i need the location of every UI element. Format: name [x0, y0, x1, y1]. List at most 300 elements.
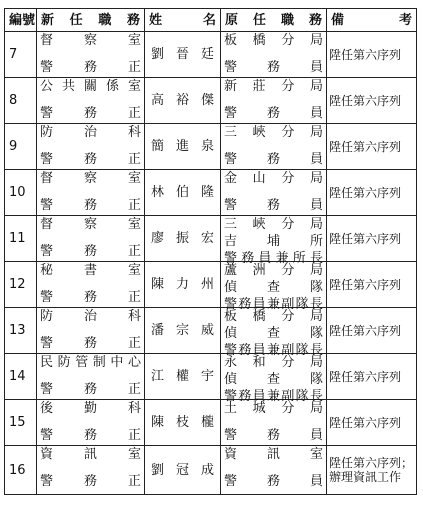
new-position-cell [37, 170, 145, 216]
glyph: 務 [83, 336, 97, 351]
glyph: 正 [127, 60, 141, 75]
glyph: 員 [309, 106, 323, 121]
new-position-cell [37, 216, 145, 262]
header-remarks [327, 9, 417, 32]
new-position-unit [37, 124, 144, 141]
old-position-line [221, 124, 326, 141]
glyph: 警 [40, 198, 54, 213]
name-cell [145, 400, 221, 446]
glyph: 室 [127, 263, 141, 278]
glyph: 城 [252, 401, 266, 416]
glyph: 埔 [266, 234, 280, 249]
glyph: 劉 [151, 47, 165, 62]
header-old-position [221, 9, 327, 32]
new-position-stack [37, 446, 144, 490]
glyph: 警 [224, 60, 238, 75]
new-position-unit [37, 78, 144, 95]
name-cell [145, 32, 221, 78]
personnel-table-page [4, 8, 416, 495]
glyph: 橋 [252, 309, 266, 324]
old-position-cell [221, 32, 327, 78]
glyph: 土 [224, 401, 238, 416]
new-position-cell [37, 32, 145, 78]
new-position-stack [37, 308, 144, 352]
new-position-title [37, 151, 144, 168]
table-row [5, 446, 417, 495]
glyph: 室 [127, 447, 141, 462]
glyph: 警 [224, 297, 238, 312]
person-name [148, 414, 217, 431]
old-position-cell [221, 216, 327, 266]
glyph: 隊 [309, 326, 323, 341]
person-name [148, 276, 217, 293]
glyph: 職 [280, 12, 294, 28]
glyph: 隊 [295, 297, 309, 312]
glyph: 警 [40, 106, 54, 121]
glyph: 高 [151, 93, 165, 108]
remark-cell: 陞任第六序列 [327, 124, 417, 170]
new-position-stack [37, 216, 144, 260]
glyph: 務 [266, 428, 280, 443]
old-position-stack [221, 78, 326, 122]
person-name [148, 184, 217, 201]
glyph: 務 [83, 290, 97, 305]
glyph: 正 [127, 106, 141, 121]
new-position-cell [37, 354, 145, 400]
glyph: 務 [238, 343, 252, 358]
glyph: 民 [40, 355, 54, 370]
glyph: 板 [224, 33, 238, 48]
glyph: 治 [83, 125, 97, 140]
glyph: 隆 [200, 185, 214, 200]
row-number: 8 [5, 78, 37, 124]
glyph: 室 [127, 217, 141, 232]
glyph: 姓 [149, 12, 163, 28]
new-position-stack [37, 78, 144, 122]
table-row [5, 124, 417, 170]
new-position-cell [37, 400, 145, 446]
glyph: 洲 [252, 263, 266, 278]
new-position-title [37, 335, 144, 352]
old-position-stack [221, 308, 326, 358]
glyph: 正 [127, 428, 141, 443]
glyph: 員 [309, 428, 323, 443]
personnel-table [4, 8, 417, 495]
glyph: 督 [40, 171, 54, 186]
glyph: 兼 [266, 389, 280, 404]
remark-cell: 陞任第六序列 [327, 78, 417, 124]
glyph: 分 [281, 79, 295, 94]
glyph: 察 [83, 171, 97, 186]
old-position-cell [221, 170, 327, 216]
glyph: 副 [281, 343, 295, 358]
glyph: 泉 [200, 139, 214, 154]
new-position-unit [37, 32, 144, 49]
table-row [5, 400, 417, 446]
glyph: 力 [175, 277, 189, 292]
glyph: 三 [224, 217, 238, 232]
glyph: 資 [224, 447, 238, 462]
glyph: 警 [40, 382, 54, 397]
old-position-stack [221, 446, 326, 490]
row-number: 10 [5, 170, 37, 216]
glyph: 分 [281, 263, 295, 278]
glyph: 務 [266, 198, 280, 213]
glyph: 原 [225, 12, 239, 28]
old-position-line [221, 197, 326, 214]
old-position-line [221, 308, 326, 325]
remark-cell: 陞任第六序列；辦理資訊工作 [327, 446, 417, 495]
old-position-line [221, 262, 326, 279]
glyph: 冠 [175, 462, 189, 478]
glyph: 警 [224, 343, 238, 358]
table-row [5, 262, 417, 308]
header-new-position-label [37, 12, 144, 29]
old-position-cell [221, 78, 327, 124]
glyph: 分 [281, 355, 295, 370]
glyph: 員 [258, 251, 272, 266]
row-number: 15 [5, 400, 37, 446]
glyph: 林 [151, 185, 165, 200]
old-position-line [221, 371, 326, 388]
new-position-unit [37, 446, 144, 463]
glyph: 務 [83, 152, 97, 167]
glyph: 橋 [252, 33, 266, 48]
new-position-stack [37, 32, 144, 76]
header-name-label [145, 12, 220, 29]
glyph: 永 [224, 355, 238, 370]
old-position-stack [221, 216, 326, 266]
glyph: 警 [40, 60, 54, 75]
row-number: 13 [5, 308, 37, 354]
remark-cell: 陞任第六序列 [327, 308, 417, 354]
old-position-line [221, 59, 326, 76]
old-position-line [221, 170, 326, 187]
glyph: 長 [309, 251, 323, 266]
glyph: 正 [127, 474, 141, 489]
old-position-stack [221, 262, 326, 312]
glyph: 偵 [224, 280, 238, 295]
glyph: 員 [252, 297, 266, 312]
glyph: 科 [127, 125, 141, 140]
glyph: 防 [40, 125, 54, 140]
new-position-cell [37, 124, 145, 170]
glyph: 警 [224, 198, 238, 213]
glyph: 偵 [224, 372, 238, 387]
new-position-unit [37, 170, 144, 187]
row-number: 7 [5, 32, 37, 78]
remark-cell: 陞任第六序列 [327, 262, 417, 308]
remark-cell: 陞任第六序列 [327, 216, 417, 262]
glyph: 峽 [252, 125, 266, 140]
new-position-unit [37, 216, 144, 233]
glyph: 分 [281, 217, 295, 232]
new-position-stack [37, 400, 144, 444]
glyph: 正 [127, 244, 141, 259]
glyph: 正 [127, 382, 141, 397]
glyph: 務 [238, 297, 252, 312]
glyph: 警 [40, 336, 54, 351]
old-position-cell [221, 262, 327, 312]
glyph: 警 [40, 428, 54, 443]
old-position-stack [221, 32, 326, 76]
glyph: 三 [224, 125, 238, 140]
table-row [5, 78, 417, 124]
glyph: 室 [127, 33, 141, 48]
table-body [5, 32, 417, 495]
person-name [148, 368, 217, 385]
glyph: 威 [200, 323, 214, 338]
glyph: 任 [69, 12, 83, 28]
glyph: 關 [83, 79, 97, 94]
table-row [5, 216, 417, 262]
name-cell [145, 78, 221, 124]
old-position-cell [221, 354, 327, 404]
glyph: 考 [398, 12, 412, 28]
person-name [148, 230, 217, 247]
header-row [5, 9, 417, 32]
old-position-line [221, 354, 326, 371]
old-position-line [221, 32, 326, 49]
table-row [5, 354, 417, 400]
glyph: 局 [309, 79, 323, 94]
old-position-line [221, 105, 326, 122]
glyph: 局 [309, 217, 323, 232]
glyph: 副 [281, 389, 295, 404]
old-position-stack [221, 354, 326, 404]
name-cell [145, 308, 221, 354]
glyph: 分 [281, 309, 295, 324]
glyph: 督 [40, 33, 54, 48]
new-position-cell [37, 78, 145, 124]
glyph: 分 [281, 171, 295, 186]
glyph: 務 [266, 152, 280, 167]
glyph: 警 [224, 251, 238, 266]
name-cell [145, 216, 221, 262]
row-number: 12 [5, 262, 37, 308]
old-position-cell [221, 124, 327, 170]
glyph: 兼 [275, 251, 289, 266]
header-name [145, 9, 221, 32]
glyph: 隊 [295, 389, 309, 404]
glyph: 務 [126, 12, 140, 28]
glyph: 伯 [175, 185, 189, 200]
glyph: 科 [127, 309, 141, 324]
person-name [148, 322, 217, 339]
name-cell [145, 262, 221, 308]
old-position-cell [221, 400, 327, 446]
glyph: 中 [110, 355, 124, 370]
glyph: 權 [175, 369, 189, 384]
name-cell [145, 124, 221, 170]
glyph: 共 [61, 79, 75, 94]
header-remarks-label [327, 12, 416, 29]
glyph: 室 [309, 447, 323, 462]
glyph: 潘 [151, 323, 165, 338]
glyph: 兼 [266, 343, 280, 358]
old-position-line [221, 446, 326, 463]
glyph: 江 [151, 369, 165, 384]
glyph: 枝 [175, 415, 189, 430]
glyph: 務 [83, 428, 97, 443]
glyph: 員 [309, 60, 323, 75]
glyph: 防 [40, 309, 54, 324]
new-position-title [37, 427, 144, 444]
glyph: 長 [309, 389, 323, 404]
table-row [5, 170, 417, 216]
glyph: 務 [83, 60, 97, 75]
name-cell [145, 354, 221, 400]
old-position-line [221, 216, 326, 233]
person-name [148, 46, 217, 63]
glyph: 吉 [224, 234, 238, 249]
person-name [148, 138, 217, 155]
glyph: 備 [331, 12, 345, 28]
remark-cell: 陞任第六序列 [327, 170, 417, 216]
glyph: 制 [92, 355, 106, 370]
glyph: 局 [309, 171, 323, 186]
glyph: 勤 [83, 401, 97, 416]
glyph: 警 [40, 152, 54, 167]
glyph: 陳 [151, 415, 165, 430]
glyph: 板 [224, 309, 238, 324]
new-position-unit [37, 400, 144, 417]
glyph: 心 [127, 355, 141, 370]
old-position-cell [221, 308, 327, 358]
glyph: 員 [309, 198, 323, 213]
glyph: 分 [281, 33, 295, 48]
glyph: 劉 [151, 462, 165, 478]
row-number: 16 [5, 446, 37, 495]
glyph: 查 [266, 326, 280, 341]
glyph: 資 [40, 447, 54, 462]
glyph: 室 [127, 79, 141, 94]
glyph: 局 [309, 263, 323, 278]
old-position-cell [221, 446, 327, 495]
glyph: 係 [105, 79, 119, 94]
glyph: 進 [175, 139, 189, 154]
header-old-position-label [221, 12, 326, 29]
glyph: 秘 [40, 263, 54, 278]
new-position-title [37, 59, 144, 76]
glyph: 訊 [83, 447, 97, 462]
old-position-line [221, 151, 326, 168]
glyph: 務 [266, 474, 280, 489]
glyph: 務 [241, 251, 255, 266]
new-position-cell [37, 446, 145, 495]
glyph: 察 [83, 217, 97, 232]
glyph: 州 [200, 277, 214, 292]
glyph: 局 [309, 309, 323, 324]
glyph: 公 [40, 79, 54, 94]
glyph: 務 [266, 106, 280, 121]
old-position-line [221, 233, 326, 250]
new-position-title [37, 381, 144, 398]
new-position-title [37, 289, 144, 306]
new-position-stack [37, 354, 144, 398]
header-no [5, 9, 37, 32]
glyph: 督 [40, 217, 54, 232]
old-position-stack [221, 400, 326, 444]
glyph: 正 [127, 336, 141, 351]
new-position-title [37, 197, 144, 214]
glyph: 務 [266, 60, 280, 75]
glyph: 員 [309, 474, 323, 489]
new-position-title [37, 473, 144, 490]
new-position-unit [37, 354, 144, 371]
new-position-title [37, 243, 144, 260]
glyph: 正 [127, 198, 141, 213]
glyph: 務 [308, 12, 322, 28]
glyph: 晉 [175, 47, 189, 62]
glyph: 警 [40, 244, 54, 259]
glyph: 員 [252, 389, 266, 404]
old-position-line [221, 473, 326, 490]
glyph: 警 [40, 474, 54, 489]
glyph: 務 [83, 106, 97, 121]
name-cell [145, 170, 221, 216]
glyph: 隊 [295, 343, 309, 358]
glyph: 科 [127, 401, 141, 416]
glyph: 櫳 [200, 415, 214, 430]
row-number: 11 [5, 216, 37, 262]
new-position-stack [37, 170, 144, 214]
glyph: 查 [266, 372, 280, 387]
old-position-line [221, 78, 326, 95]
new-position-unit [37, 262, 144, 279]
glyph: 局 [309, 125, 323, 140]
glyph: 務 [83, 198, 97, 213]
glyph: 成 [200, 462, 214, 478]
glyph: 簡 [151, 139, 165, 154]
glyph: 莊 [252, 79, 266, 94]
glyph: 分 [281, 401, 295, 416]
glyph: 室 [127, 171, 141, 186]
old-position-line [221, 325, 326, 342]
glyph: 書 [83, 263, 97, 278]
glyph: 查 [266, 280, 280, 295]
new-position-stack [37, 262, 144, 306]
glyph: 防 [57, 355, 71, 370]
glyph: 務 [83, 382, 97, 397]
header-new-position [37, 9, 145, 32]
glyph: 和 [252, 355, 266, 370]
glyph: 警 [224, 428, 238, 443]
glyph: 局 [309, 401, 323, 416]
glyph: 職 [98, 12, 112, 28]
header-no-label: 編號 [9, 12, 36, 28]
glyph: 偵 [224, 326, 238, 341]
new-position-cell [37, 308, 145, 354]
glyph: 治 [83, 309, 97, 324]
glyph: 員 [252, 343, 266, 358]
glyph: 局 [309, 355, 323, 370]
glyph: 局 [309, 33, 323, 48]
new-position-unit [37, 308, 144, 325]
row-number: 14 [5, 354, 37, 400]
remark-cell: 陞任第六序列 [327, 32, 417, 78]
glyph: 警 [224, 474, 238, 489]
glyph: 名 [202, 12, 216, 28]
remark-cell: 陞任第六序列 [327, 400, 417, 446]
glyph: 宗 [175, 323, 189, 338]
glyph: 警 [224, 389, 238, 404]
person-name [148, 92, 217, 109]
old-position-line [221, 400, 326, 417]
person-name [148, 462, 217, 479]
glyph: 廖 [151, 231, 165, 246]
glyph: 宏 [200, 231, 214, 246]
